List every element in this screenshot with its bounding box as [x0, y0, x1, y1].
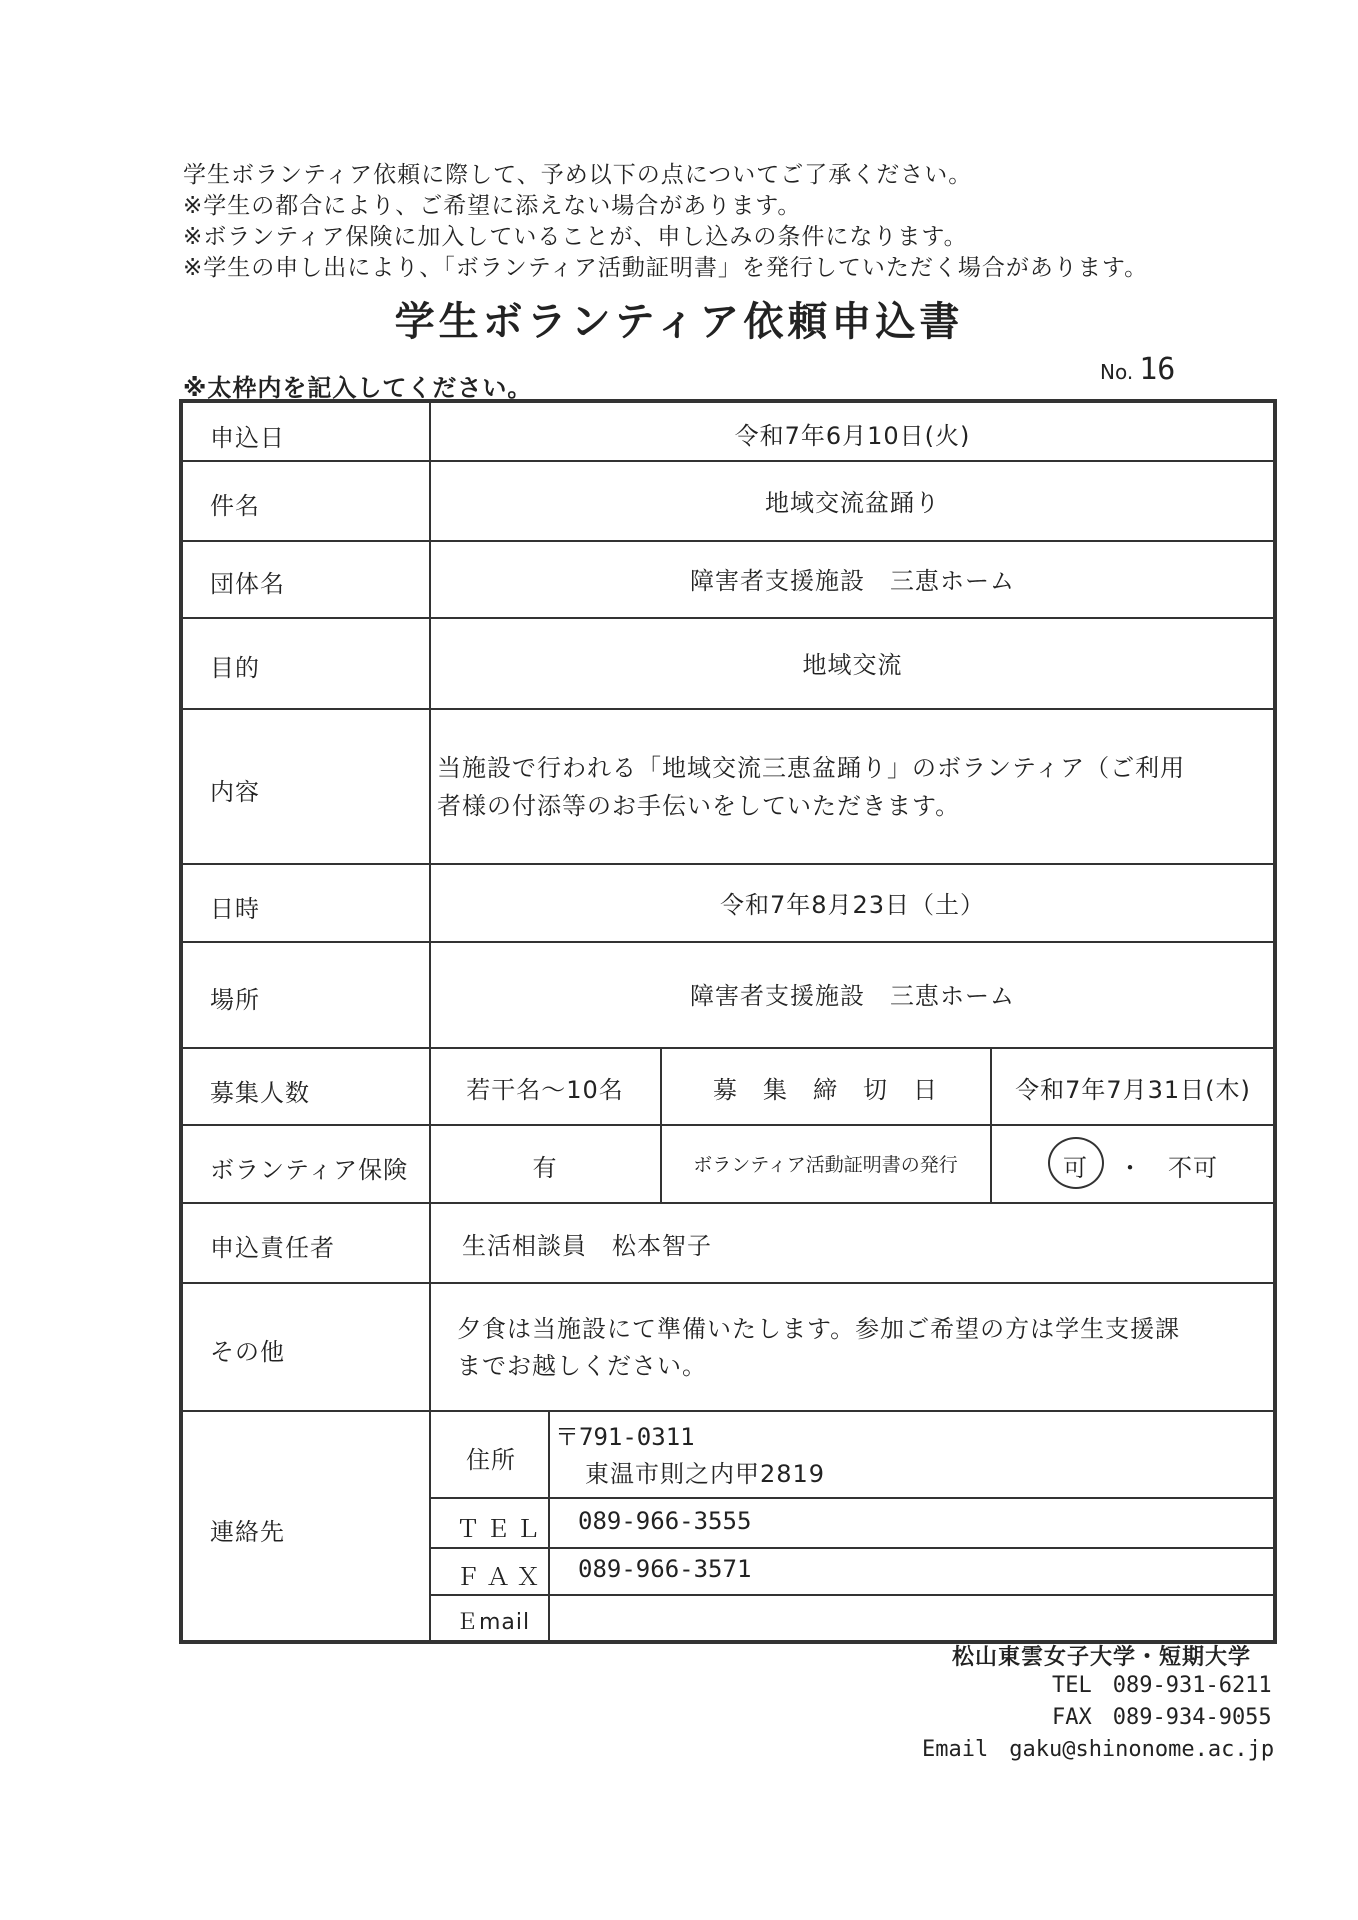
row-divider [181, 617, 1275, 619]
value-subject: 地域交流盆踊り [765, 489, 940, 517]
value-content-line1: 当施設で行われる「地域交流三恵盆踊り」のボランティア（ご利用 [437, 754, 1186, 782]
label-contact: 連絡先 [210, 1518, 285, 1546]
notice-line: 学生ボランティア依頼に際して、予め以下の点についてご了承ください。 [183, 162, 973, 188]
tel-label: ＴＥＬ [456, 1515, 546, 1543]
deadline-label: 募 集 締 切 日 [713, 1076, 938, 1104]
fax-label: ＦＡＸ [456, 1563, 546, 1591]
value-deadline: 令和7年7月31日(木) [1015, 1076, 1251, 1104]
option-yes: 可 [1063, 1154, 1088, 1182]
postal-code: 〒791-0311 [555, 1423, 695, 1451]
value-datetime: 令和7年8月23日（土） [719, 891, 986, 919]
label-place: 場所 [210, 986, 260, 1014]
row-divider [181, 1202, 1275, 1204]
address-label: 住所 [466, 1446, 516, 1474]
tel-value: 089-966-3555 [578, 1507, 752, 1535]
value-responsible: 生活相談員 松本智子 [462, 1232, 712, 1260]
footer-email [922, 1737, 1274, 1762]
row-divider [181, 1282, 1275, 1284]
value-other-line1: 夕食は当施設にて準備いたします。参加ご希望の方は学生支援課 [457, 1315, 1181, 1343]
notice-line: ※ボランティア保険に加入していることが、申し込みの条件になります。 [183, 224, 968, 250]
instruction-text: ※太枠内を記入してください。 [183, 374, 533, 402]
column-divider [548, 1410, 550, 1642]
value-purpose: 地域交流 [802, 651, 903, 679]
value-organization: 障害者支援施設 三恵ホーム [690, 567, 1015, 595]
notice-line: ※学生の申し出により、「ボランティア活動証明書」を発行していただく場合があります。 [183, 255, 1149, 281]
notice-block [183, 160, 1148, 284]
option-no: 不可 [1168, 1154, 1218, 1182]
footer-fax-value: 089-934-9055 [1112, 1705, 1272, 1730]
value-date-applied: 令和7年6月10日(火) [734, 422, 971, 450]
label-organization: 団体名 [210, 570, 285, 598]
value-other-line2: までお越しください。 [457, 1352, 707, 1380]
footer-fax-label: FAX [1052, 1705, 1092, 1730]
address-value: 東温市則之内甲2819 [585, 1460, 826, 1488]
row-divider [181, 863, 1275, 865]
label-responsible: 申込責任者 [210, 1234, 335, 1262]
number-value: 16 [1139, 352, 1176, 387]
notice-line: ※学生の都合により、ご希望に添えない場合があります。 [183, 193, 802, 219]
footer-email-value: gaku@shinonome.ac.jp [1009, 1737, 1275, 1762]
footer-tel [1052, 1673, 1272, 1698]
footer-tel-value: 089-931-6211 [1112, 1673, 1272, 1698]
value-content-line2: 者様の付添等のお手伝いをしていただきます。 [437, 792, 961, 820]
form-title: 学生ボランティア依頼申込書 [394, 299, 964, 345]
fax-value: 089-966-3571 [578, 1555, 752, 1583]
label-subject: 件名 [210, 492, 260, 520]
number-label: No. [1100, 360, 1134, 384]
form-number [1100, 352, 1175, 387]
row-divider [181, 1124, 1275, 1126]
option-separator: ・ [1118, 1154, 1143, 1182]
label-purpose: 目的 [210, 654, 260, 682]
value-place: 障害者支援施設 三恵ホーム [690, 982, 1015, 1010]
footer-fax [1052, 1705, 1272, 1730]
email-label: Ｅmail [456, 1610, 531, 1635]
label-other: その他 [210, 1338, 285, 1366]
value-insurance: 有 [532, 1154, 558, 1182]
row-divider [430, 1594, 1275, 1596]
row-divider [181, 1047, 1275, 1049]
footer-org: 松山東雲女子大学・短期大学 [952, 1645, 1252, 1670]
footer-email-label: Email [922, 1737, 989, 1762]
row-divider [430, 1547, 1275, 1549]
row-divider [181, 708, 1275, 710]
row-divider [181, 941, 1275, 943]
label-date-applied: 申込日 [210, 424, 285, 452]
label-recruit: 募集人数 [210, 1079, 310, 1107]
value-recruit-count: 若干名～10名 [466, 1076, 624, 1104]
row-divider [181, 540, 1275, 542]
row-divider [181, 460, 1275, 462]
label-content: 内容 [210, 778, 260, 806]
certificate-label: ボランティア活動証明書の発行 [693, 1154, 958, 1176]
label-insurance: ボランティア保険 [210, 1156, 409, 1184]
footer-tel-label: TEL [1052, 1673, 1092, 1698]
label-datetime: 日時 [210, 895, 260, 923]
row-divider [430, 1497, 1275, 1499]
row-divider [181, 1410, 1275, 1412]
